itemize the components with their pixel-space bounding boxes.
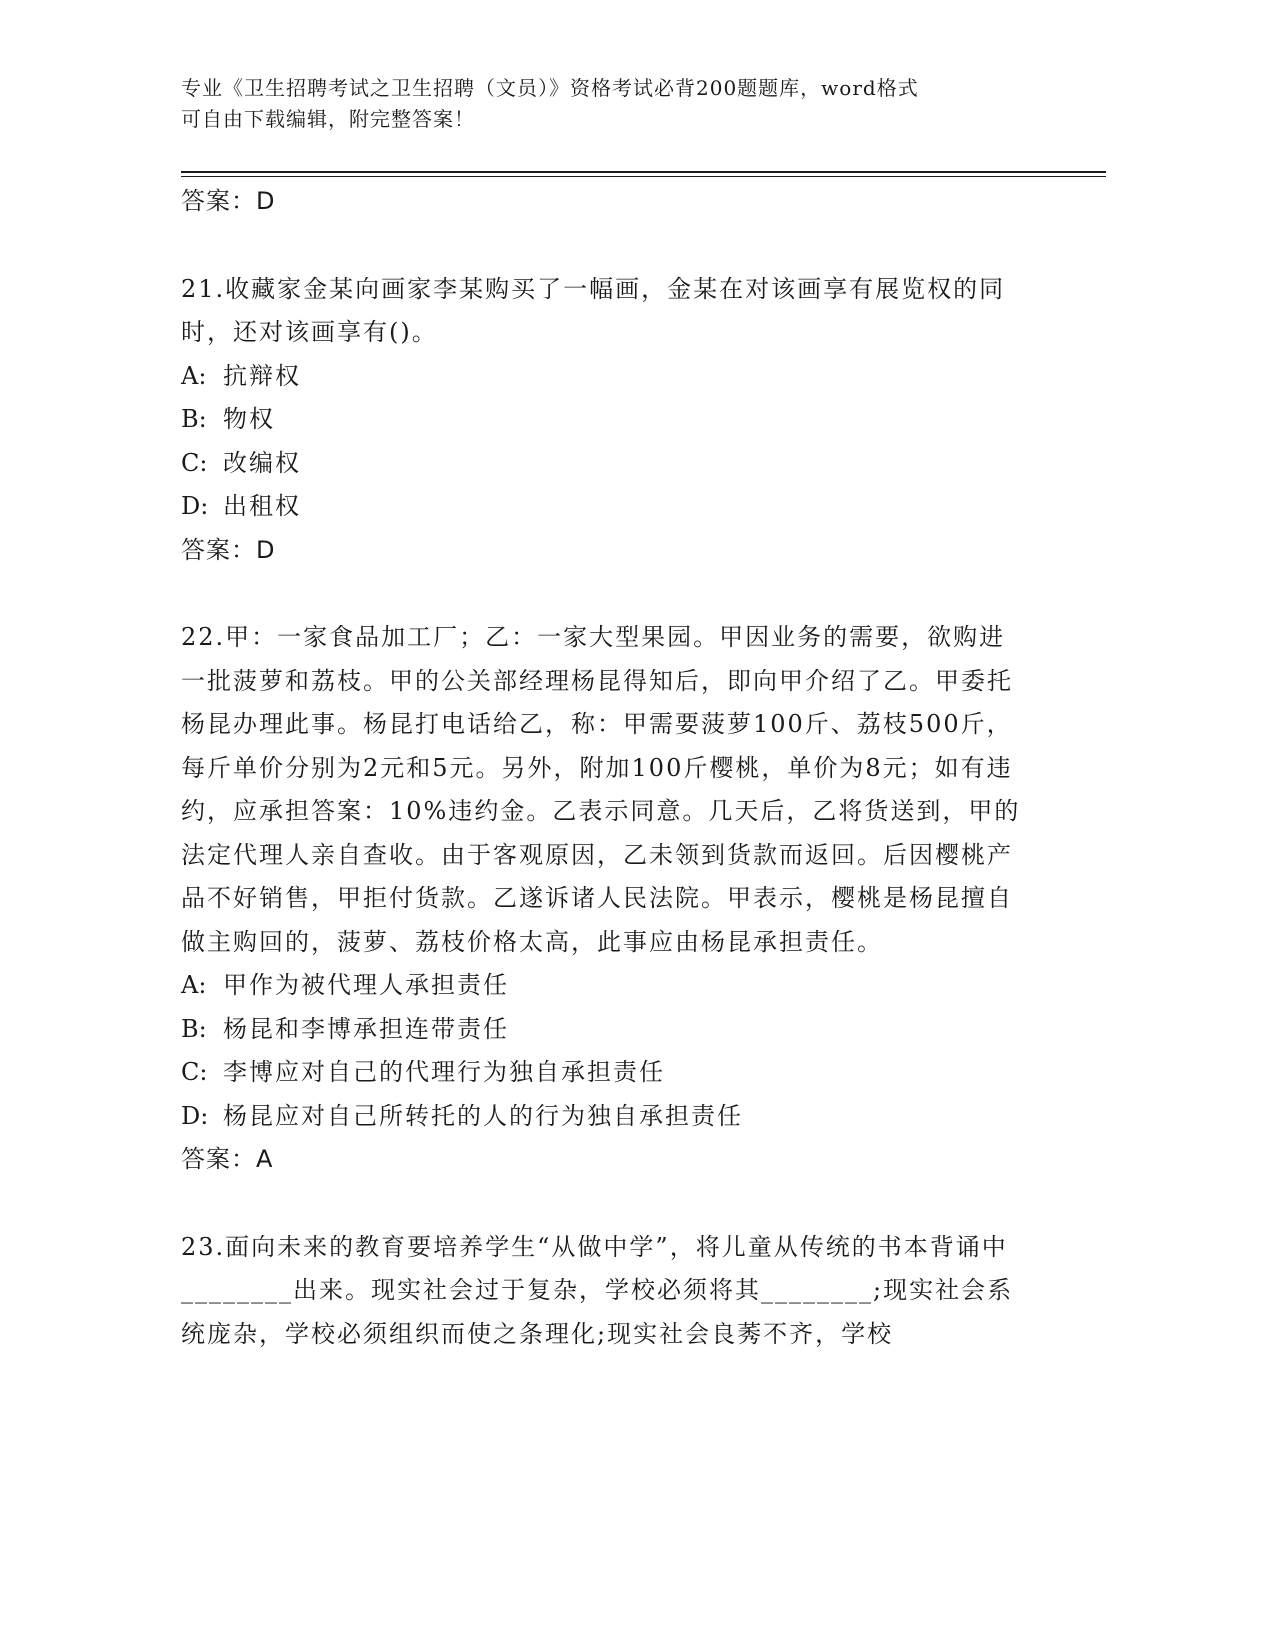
question-text: 22.甲：一家食品加工厂；乙：一家大型果园。甲因业务的需要，欲购进一批菠萝和荔枝。甲的公关部经理杨昆得知后，即向甲介绍了乙。甲委托杨昆办理此事。杨昆打电话给乙，称：甲需要菠萝100斤、荔枝500斤，每斤单价分别为2元和5元。另外，附加100斤樱桃，单价为8元；如有违约，应承担答案：10%违约金。乙表示同意。几天后，乙将货送到，甲的法定代理人亲自查收。由于客观原因，乙未领到货款而返回。后因樱桃产品不好销售，甲拒付货款。乙遂诉诸人民法院。甲表示，樱桃是杨昆擅自做主购回的，菠萝、荔枝价格太高，此事应由杨昆承担责任。: [181, 623, 1021, 956]
option-text: 出租权: [223, 492, 301, 520]
option-a: [181, 964, 1031, 1008]
spacer: [181, 572, 1031, 616]
header-rule-thick: [181, 171, 1106, 173]
option-letter: C:: [181, 1058, 208, 1086]
page-header: [181, 73, 1061, 135]
option-letter: D:: [181, 492, 209, 520]
document-body: [181, 180, 1031, 1356]
answer-line: 答案：D: [181, 535, 276, 564]
answer-line: 答案：A: [181, 1145, 274, 1173]
option-letter: B:: [181, 405, 207, 433]
option-c: [181, 442, 1031, 486]
question-block-22: [181, 616, 1031, 1182]
option-text: 物权: [223, 405, 275, 433]
option-text: 改编权: [223, 448, 301, 477]
option-b: [181, 398, 1031, 442]
spacer: [181, 224, 1031, 268]
header-line-1: 专业《卫生招聘考试之卫生招聘（文员）》资格考试必背200题题库，word格式: [181, 76, 919, 100]
option-text: 抗辩权: [223, 361, 301, 390]
option-text: 李博应对自己的代理行为独自承担责任: [223, 1058, 665, 1086]
option-letter: A:: [181, 971, 207, 999]
option-c: [181, 1051, 1031, 1095]
option-letter: A:: [181, 361, 207, 390]
option-b: [181, 1008, 1031, 1052]
option-text: 甲作为被代理人承担责任: [223, 971, 509, 999]
question-text: 23.面向未来的教育要培养学生“从做中学”，将儿童从传统的书本背诵中________出来。现实社会过于复杂，学校必须将其________;现实社会系统庞杂，学校必须组织而使之条理化;现实社会良莠不齐，学校: [181, 1232, 1014, 1348]
option-d: [181, 1095, 1031, 1139]
option-a: [181, 355, 1031, 399]
question-text: 21.收藏家金某向画家李某购买了一幅画，金某在对该画享有展览权的同时，还对该画享有()。: [181, 274, 1006, 346]
option-letter: C:: [181, 448, 208, 477]
answer-line: 答案：D: [181, 187, 276, 215]
header-rule-thin: [181, 176, 1106, 177]
option-text: 杨昆和李博承担连带责任: [223, 1014, 509, 1043]
question-block-23: [181, 1226, 1031, 1357]
header-line-2: 可自由下载编辑，附完整答案！: [181, 107, 475, 131]
option-text: 杨昆应对自己所转托的人的行为独自承担责任: [223, 1101, 743, 1130]
question-block-21: [181, 268, 1031, 573]
option-d: [181, 485, 1031, 529]
option-letter: D:: [181, 1101, 209, 1130]
spacer: [181, 1182, 1031, 1226]
option-letter: B:: [181, 1014, 207, 1043]
